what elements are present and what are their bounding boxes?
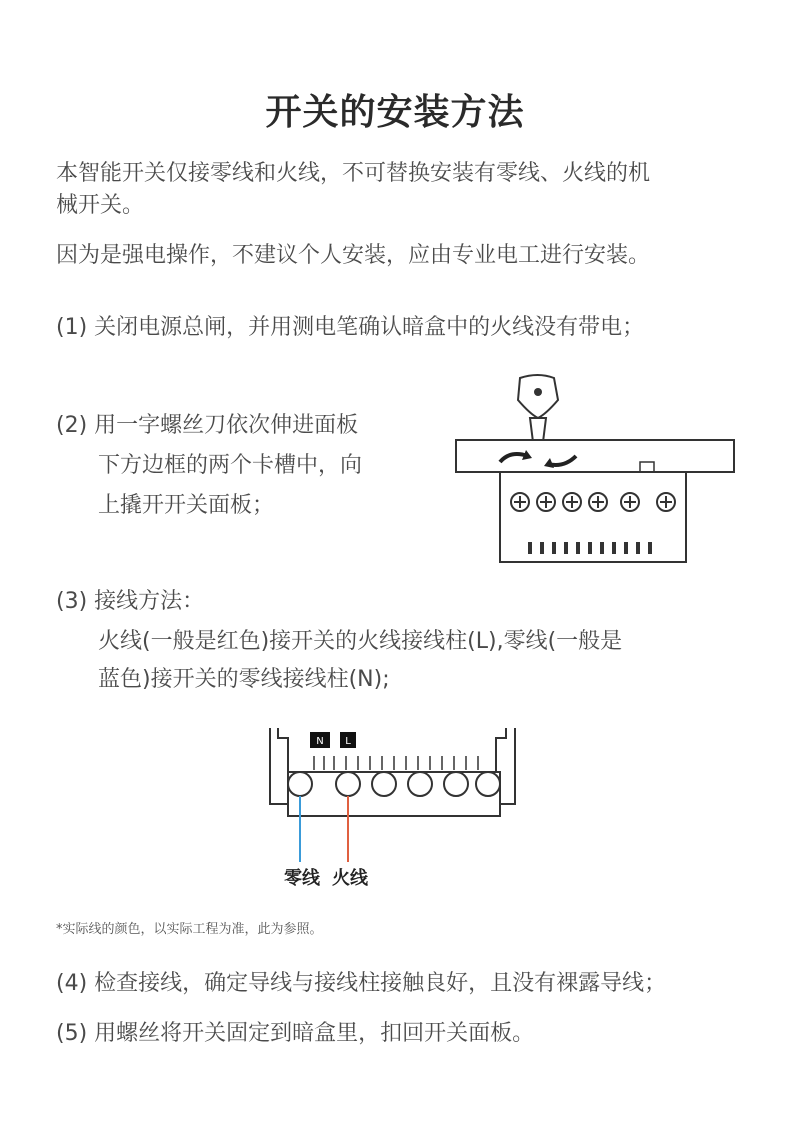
page-title: 开关的安装方法	[265, 92, 525, 133]
step-1: (1) 关闭电源总闸，并用测电笔确认暗盒中的火线没有带电；	[56, 315, 645, 340]
step-3-heading: (3) 接线方法：	[56, 589, 205, 614]
zero-wire-label: 零线	[284, 868, 320, 889]
footnote: *实际线的颜色，以实际工程为准，此为参照。	[56, 922, 323, 937]
step-3-line-1: 火线(一般是红色)接开关的火线接线柱(L),零线(一般是	[98, 629, 623, 654]
intro-line-1: 本智能开关仅接零线和火线，不可替换安装有零线、火线的机	[56, 161, 651, 186]
step-2-line-2: 下方边框的两个卡槽中，向	[98, 453, 363, 478]
step-5: (5) 用螺丝将开关固定到暗盒里，扣回开关面板。	[56, 1021, 535, 1046]
live-wire-label: 火线	[332, 868, 368, 889]
l-terminal-label: L	[345, 736, 351, 747]
intro-line-3: 因为是强电操作，不建议个人安装，应由专业电工进行安装。	[56, 243, 651, 268]
terminal-row-icon	[288, 772, 500, 816]
step-3-line-2: 蓝色)接开关的零线接线柱(N);	[98, 667, 390, 692]
step-4: (4) 检查接线，确定导线与接线柱接触良好，且没有裸露导线；	[56, 971, 667, 996]
intro-line-2: 械开关。	[56, 193, 145, 218]
pry-panel-diagram	[450, 370, 740, 570]
n-terminal-label: N	[316, 736, 324, 747]
step-2-line-1: (2) 用一字螺丝刀依次伸进面板	[56, 413, 359, 438]
step-2-line-3: 上撬开开关面板；	[98, 493, 275, 518]
